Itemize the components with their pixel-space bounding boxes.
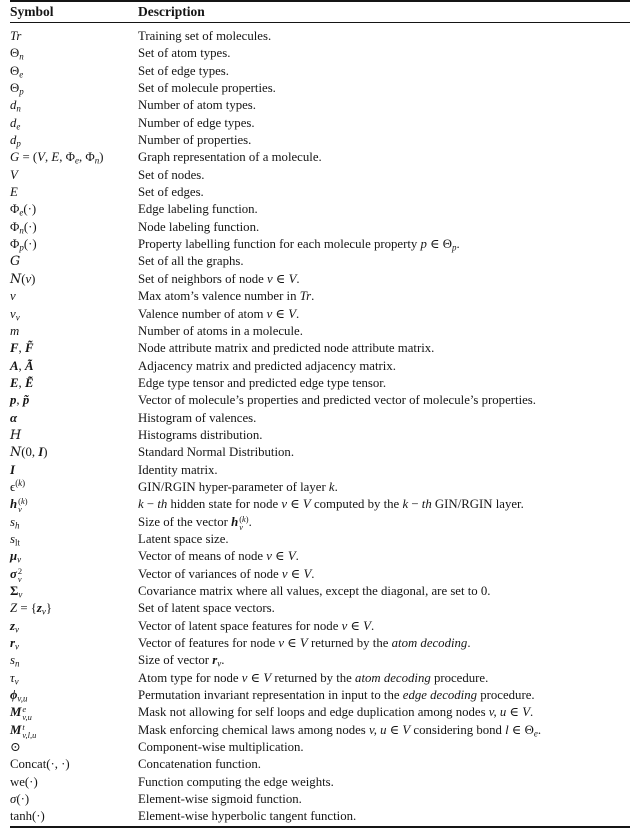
table-row bbox=[10, 28, 630, 45]
table-row bbox=[10, 479, 630, 496]
table-row bbox=[10, 600, 630, 617]
table-row bbox=[10, 63, 630, 80]
symbol-cell: $\Phi_p(\cdot)$ bbox=[10, 237, 37, 253]
description-cell: Standard Normal Distribution. bbox=[138, 445, 295, 460]
table-row bbox=[10, 704, 630, 721]
description-cell: Adjacency matrix and predicted adjacency matrix. bbox=[138, 358, 396, 373]
description-cell: Histograms distribution. bbox=[138, 427, 263, 442]
description-cell: Vector of latent space features for node v ∈ V. bbox=[138, 618, 375, 633]
table-row bbox=[10, 496, 630, 513]
description-cell: Atom type for node v ∈ V returned by the atom decoding procedure. bbox=[138, 670, 489, 685]
table-row bbox=[10, 115, 630, 132]
symbol-cell: α bbox=[10, 410, 18, 425]
description-cell: Number of edge types. bbox=[138, 115, 255, 130]
symbol-cell: $\tau_v$ bbox=[10, 670, 19, 687]
symbol-cell: $\Theta_p$ bbox=[10, 81, 24, 97]
description-cell: Component-wise multiplication. bbox=[138, 740, 304, 755]
symbol-cell: we(·) bbox=[10, 774, 38, 789]
table-row bbox=[10, 427, 630, 444]
symbol-cell: $Z = \{z_v\}$ bbox=[10, 601, 53, 617]
table-row bbox=[10, 306, 630, 323]
table-row bbox=[10, 791, 630, 808]
symbol-cell: M t v,l,u bbox=[10, 721, 37, 740]
description-cell: Mask not allowing for self loops and edge duplication among nodes v, u ∈ V. bbox=[138, 705, 534, 720]
description-cell: Size of the vector h (k) v . bbox=[138, 513, 252, 532]
table-row bbox=[10, 739, 630, 756]
description-cell: Element-wise hyperbolic tangent function. bbox=[138, 809, 357, 824]
symbol-cell: p, p̃ bbox=[10, 393, 30, 408]
table-row bbox=[10, 618, 630, 635]
symbol-cell: tanh(·) bbox=[10, 809, 45, 824]
table-row bbox=[10, 583, 630, 600]
symbol-cell: σ 2 v bbox=[10, 565, 23, 584]
table-row bbox=[10, 548, 630, 565]
table-row bbox=[10, 80, 630, 97]
bottom-rule bbox=[10, 826, 630, 828]
table-row bbox=[10, 687, 630, 704]
description-cell: Identity matrix. bbox=[138, 462, 218, 477]
table-row bbox=[10, 652, 630, 669]
column-header-description: Description bbox=[138, 4, 205, 19]
description-cell: Number of atom types. bbox=[138, 98, 256, 113]
symbol-cell: $\Phi_n(\cdot)$ bbox=[10, 219, 37, 236]
description-cell: Number of properties. bbox=[138, 133, 252, 148]
description-cell: Size of vector $r_v$. bbox=[138, 653, 225, 669]
description-cell: Valence number of atom v ∈ V. bbox=[138, 306, 300, 321]
description-cell: Set of nodes. bbox=[138, 167, 205, 182]
table-row bbox=[10, 184, 630, 201]
table-row bbox=[10, 808, 630, 825]
table-row bbox=[10, 392, 630, 409]
symbol-cell: $s_n$ bbox=[10, 653, 20, 669]
symbol-cell: $\mu_v$ bbox=[10, 549, 22, 565]
description-cell: Vector of variances of node v ∈ V. bbox=[138, 566, 315, 581]
description-cell: Number of atoms in a molecule. bbox=[138, 323, 303, 338]
description-cell: Set of atom types. bbox=[138, 46, 231, 61]
symbol-cell: A, Ã bbox=[10, 358, 34, 373]
description-cell: Set of molecule properties. bbox=[138, 81, 276, 96]
table-row bbox=[10, 774, 630, 791]
symbol-cell: $d_n$ bbox=[10, 98, 21, 114]
table-row bbox=[10, 531, 630, 548]
symbol-cell: G = (V, E, $\Phi_e$, $\Phi_n$) bbox=[10, 150, 104, 166]
symbol-cell: N(0, I) bbox=[10, 445, 48, 461]
table-row bbox=[10, 635, 630, 652]
symbol-cell: $d_p$ bbox=[10, 133, 21, 149]
symbol-cell: h (k) v bbox=[10, 496, 28, 515]
table-row bbox=[10, 271, 630, 288]
symbol-cell: M e v,u bbox=[10, 704, 32, 723]
description-cell: Edge type tensor and predicted edge type tensor. bbox=[138, 375, 387, 390]
table-row bbox=[10, 167, 630, 184]
symbol-cell: I bbox=[10, 462, 15, 477]
symbol-cell: ν bbox=[10, 289, 16, 304]
description-cell: Element-wise sigmoid function. bbox=[138, 792, 302, 807]
table-body bbox=[10, 23, 630, 826]
description-cell: Vector of features for node v ∈ V returned by the atom decoding. bbox=[138, 636, 471, 651]
description-cell: Node attribute matrix and predicted node attribute matrix. bbox=[138, 341, 435, 356]
symbol-cell: ⊙ bbox=[10, 740, 21, 755]
table-row bbox=[10, 288, 630, 305]
table-row bbox=[10, 514, 630, 531]
table-row bbox=[10, 358, 630, 375]
symbol-cell: $\Theta_e$ bbox=[10, 63, 24, 80]
symbol-cell: $\Theta_n$ bbox=[10, 46, 24, 62]
symbol-cell: E, Ẽ bbox=[10, 375, 34, 390]
table-header-row bbox=[10, 2, 630, 22]
table-row bbox=[10, 201, 630, 218]
notation-table bbox=[10, 0, 630, 828]
description-cell: Node labeling function. bbox=[138, 219, 260, 234]
description-cell: Graph representation of a molecule. bbox=[138, 150, 322, 165]
symbol-cell: $\nu_v$ bbox=[10, 306, 20, 322]
description-cell: Permutation invariant representation in input to the edge decoding procedure. bbox=[138, 688, 535, 703]
table-row bbox=[10, 219, 630, 236]
description-cell: Edge labeling function. bbox=[138, 202, 258, 217]
symbol-cell: $\phi_{v,u}$ bbox=[10, 688, 28, 704]
description-cell: Property labelling function for each molecule property p ∈ $\Theta_p$. bbox=[138, 237, 460, 253]
description-cell: Training set of molecules. bbox=[138, 29, 272, 43]
description-cell: Latent space size. bbox=[138, 531, 229, 546]
symbol-cell: $s_{lt}$ bbox=[10, 531, 20, 548]
symbol-cell: σ(·) bbox=[10, 792, 30, 807]
table-row bbox=[10, 566, 630, 583]
symbol-cell: $r_v$ bbox=[10, 636, 19, 652]
description-cell: Set of all the graphs. bbox=[138, 254, 244, 269]
table-row bbox=[10, 323, 630, 340]
table-row bbox=[10, 444, 630, 461]
symbol-cell: $s_h$ bbox=[10, 514, 20, 531]
table-row bbox=[10, 132, 630, 149]
description-cell: Set of latent space vectors. bbox=[138, 601, 275, 616]
symbol-cell: V bbox=[10, 167, 18, 182]
symbol-cell: G bbox=[10, 254, 21, 270]
description-cell: Function computing the edge weights. bbox=[138, 774, 334, 789]
symbol-cell: Concat(·, ·) bbox=[10, 757, 70, 772]
description-cell: Vector of means of node v ∈ V. bbox=[138, 549, 299, 564]
description-cell: Histogram of valences. bbox=[138, 410, 257, 425]
description-cell: Covariance matrix where all values, except the diagonal, are set to 0. bbox=[138, 584, 491, 598]
description-cell: Set of edges. bbox=[138, 185, 204, 200]
table-row bbox=[10, 45, 630, 62]
table-row bbox=[10, 97, 630, 114]
column-header-symbol: Symbol bbox=[10, 4, 54, 19]
description-cell: Set of neighbors of node v ∈ V. bbox=[138, 271, 300, 286]
table-row bbox=[10, 253, 630, 270]
table-row bbox=[10, 236, 630, 253]
symbol-cell: $d_e$ bbox=[10, 115, 21, 132]
table-row bbox=[10, 410, 630, 427]
description-cell: Vector of molecule’s properties and predicted vector of molecule’s properties. bbox=[138, 393, 536, 408]
table-row bbox=[10, 670, 630, 687]
description-cell: Concatenation function. bbox=[138, 757, 261, 772]
symbol-cell: Tr bbox=[10, 29, 22, 43]
symbol-cell: $z_v$ bbox=[10, 618, 19, 635]
table-row bbox=[10, 149, 630, 166]
description-cell: GIN/RGIN hyper-parameter of layer k. bbox=[138, 479, 338, 494]
table-row bbox=[10, 756, 630, 773]
table-row bbox=[10, 375, 630, 392]
symbol-cell: E bbox=[10, 185, 18, 200]
symbol-cell: $\epsilon^{(k)}$ bbox=[10, 478, 26, 494]
description-cell: k − th hidden state for node v ∈ V computed by the k − th GIN/RGIN layer. bbox=[138, 497, 524, 512]
symbol-cell: $\Sigma_v$ bbox=[10, 584, 23, 600]
description-cell: Mask enforcing chemical laws among nodes v, u ∈ V considering bond l ∈ $\Theta_e$. bbox=[138, 722, 542, 739]
table-row bbox=[10, 462, 630, 479]
symbol-cell: $\Phi_e(\cdot)$ bbox=[10, 202, 37, 218]
symbol-cell: m bbox=[10, 323, 20, 338]
table-row bbox=[10, 340, 630, 357]
description-cell: Set of edge types. bbox=[138, 63, 229, 78]
symbol-cell: F, F̃ bbox=[10, 341, 34, 356]
table-row bbox=[10, 722, 630, 739]
symbol-cell: N(v) bbox=[10, 271, 36, 287]
symbol-cell: H bbox=[10, 427, 22, 443]
description-cell: Max atom’s valence number in Tr. bbox=[138, 289, 315, 304]
